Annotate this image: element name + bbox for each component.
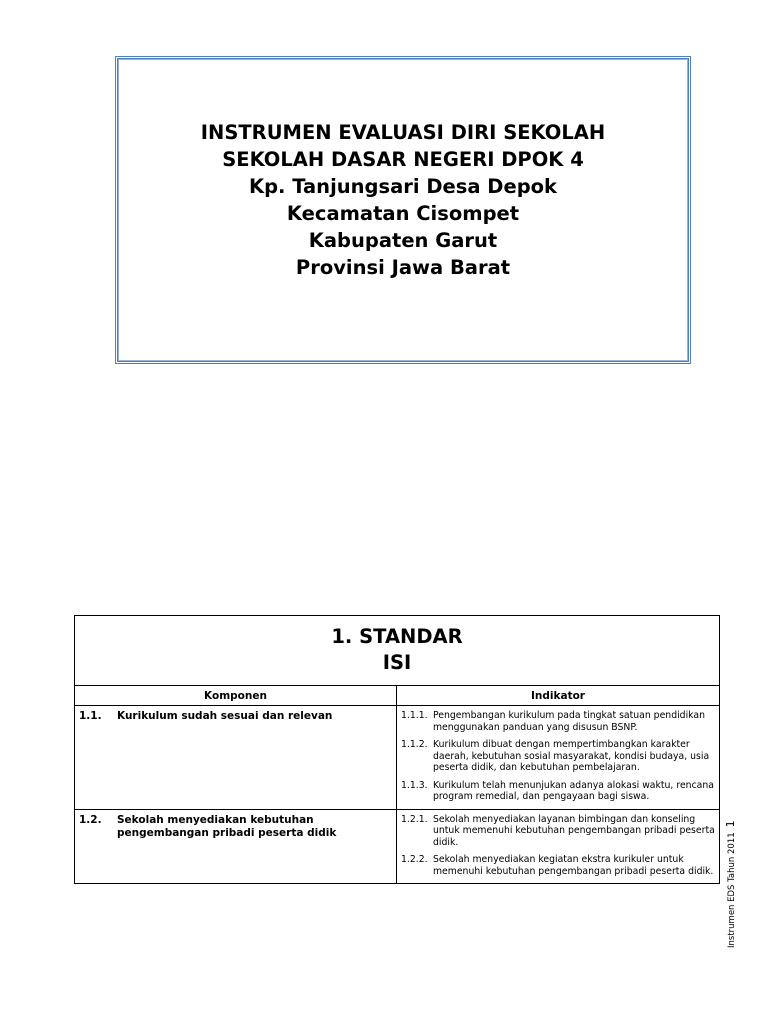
indicator-text: Pengembangan kurikulum pada tingkat satuan pendidikan menggunakan panduan yang disusun BSNP. bbox=[433, 710, 705, 733]
title-box bbox=[115, 56, 691, 364]
indicator-number: 1.1.2. bbox=[401, 739, 428, 750]
title-line: Kp. Tanjungsari Desa Depok bbox=[248, 175, 558, 198]
footer-note bbox=[724, 788, 738, 948]
komponen-cell bbox=[75, 809, 397, 884]
indicator-text: Sekolah menyediakan layanan bimbingan dan konseling untuk memenuhi kebutuhan pengembangan pribadi peserta didik. bbox=[433, 813, 715, 848]
indikator-cell bbox=[397, 809, 720, 884]
indicator-number: 1.2.1. bbox=[401, 813, 428, 825]
indicator-item bbox=[401, 739, 715, 774]
komponen-text: Kurikulum sudah sesuai dan relevan bbox=[117, 710, 333, 722]
standard-table bbox=[74, 615, 720, 884]
standard-title: 1. STANDAR bbox=[331, 625, 463, 648]
indicator-text: Kurikulum dibuat dengan mempertimbangkan karakter daerah, kebutuhan sosial masyarakat, kondisi budaya, usia peserta didik, dan kebutuhan pembelajaran. bbox=[433, 739, 710, 773]
indicator-item bbox=[401, 854, 715, 877]
column-header-indikator: Indikator bbox=[397, 686, 720, 706]
standard-heading bbox=[75, 616, 720, 686]
title-line: Kabupaten Garut bbox=[308, 229, 498, 252]
document-title bbox=[118, 119, 688, 281]
title-line: SEKOLAH DASAR NEGERI DPOK 4 bbox=[222, 148, 584, 171]
komponen-number: 1.1. bbox=[79, 710, 102, 722]
komponen-text: Sekolah menyediakan kebutuhan pengembangan pribadi peserta didik bbox=[117, 813, 337, 839]
page-number: 1 bbox=[724, 820, 737, 828]
indicator-item bbox=[401, 710, 715, 733]
table-row bbox=[75, 706, 720, 810]
indicator-number: 1.1.3. bbox=[401, 779, 428, 791]
indicator-number: 1.1.1. bbox=[401, 710, 428, 721]
indicator-text: Kurikulum telah menunjukan adanya alokasi waktu, rencana program remedial, dan pengayaan bagi siswa. bbox=[433, 779, 714, 802]
indicator-text: Sekolah menyediakan kegiatan ekstra kurikuler untuk memenuhi kebutuhan pengembangan pribadi peserta didik. bbox=[433, 854, 714, 877]
komponen-cell bbox=[75, 706, 397, 810]
table-row bbox=[75, 809, 720, 884]
komponen-number: 1.2. bbox=[79, 813, 102, 826]
indikator-cell bbox=[397, 706, 720, 810]
indicator-number: 1.2.2. bbox=[401, 854, 428, 865]
footer-text: Instrumen EDS Tahun 2011 bbox=[727, 832, 737, 948]
title-line: Kecamatan Cisompet bbox=[286, 202, 520, 225]
title-line: Provinsi Jawa Barat bbox=[295, 256, 511, 279]
title-line: INSTRUMEN EVALUASI DIRI SEKOLAH bbox=[200, 121, 606, 144]
standard-subtitle: ISI bbox=[382, 651, 412, 674]
indicator-item bbox=[401, 780, 715, 803]
column-header-komponen: Komponen bbox=[75, 686, 397, 706]
indicator-item bbox=[401, 814, 715, 849]
